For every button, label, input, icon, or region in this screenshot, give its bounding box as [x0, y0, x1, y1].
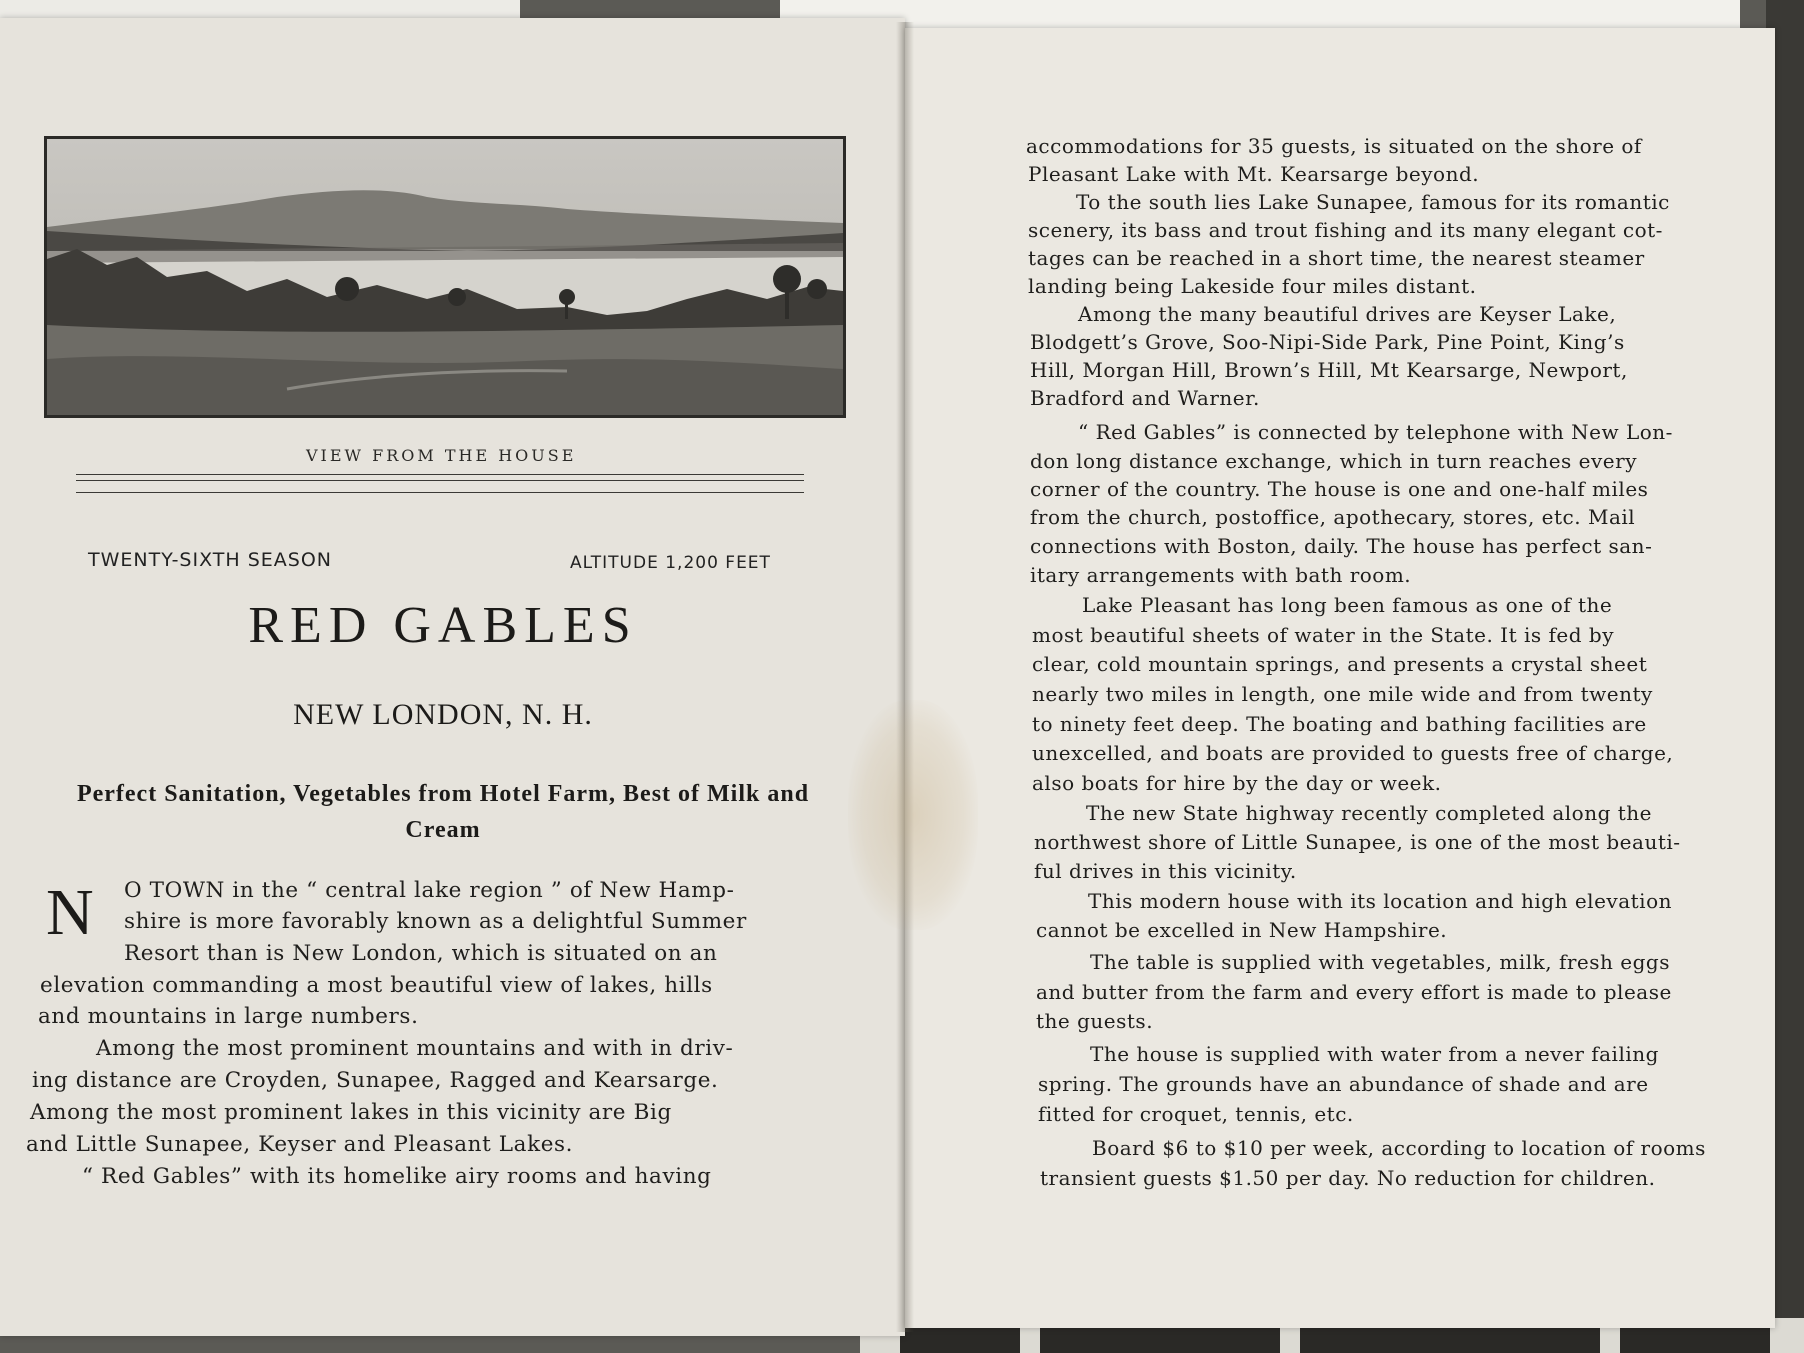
- body-text-line: landing being Lakeside four miles distant.: [1028, 274, 1477, 298]
- photo-caption: VIEW FROM THE HOUSE: [306, 446, 577, 465]
- body-text-line: don long distance exchange, which in turn reaches every: [1030, 449, 1637, 473]
- body-text-line: and mountains in large numbers.: [38, 1004, 419, 1029]
- body-text-line: To the south lies Lake Sunapee, famous for its romantic: [1076, 190, 1670, 214]
- body-text-line: transient guests $1.50 per day. No reduction for children.: [1040, 1166, 1656, 1190]
- altitude-label: ALTITUDE 1,200 FEET: [570, 553, 771, 573]
- body-text-line: unexcelled, and boats are provided to guests free of charge,: [1032, 741, 1674, 765]
- page-fold: [896, 22, 914, 1332]
- body-text-line: also boats for hire by the day or week.: [1032, 771, 1442, 795]
- body-text-line: nearly two miles in length, one mile wide and from twenty: [1032, 682, 1653, 706]
- body-text-line: ing distance are Croyden, Sunapee, Ragged and Kearsarge.: [32, 1068, 719, 1093]
- body-text-line: fitted for croquet, tennis, etc.: [1038, 1102, 1354, 1126]
- body-text-line: shire is more favorably known as a delightful Summer: [124, 909, 747, 934]
- body-text-line: This modern house with its location and high elevation: [1088, 889, 1672, 913]
- location-heading: NEW LONDON, N. H.: [293, 698, 593, 731]
- body-text-line: Among the many beautiful drives are Keyser Lake,: [1078, 302, 1617, 326]
- body-text-line: Board $6 to $10 per week, according to location of rooms: [1092, 1136, 1706, 1160]
- body-text-line: O TOWN in the “ central lake region ” of New Hamp-: [124, 878, 735, 903]
- body-text-line: corner of the country. The house is one and one-half miles: [1030, 477, 1649, 501]
- body-text-line: connections with Boston, daily. The house has perfect san-: [1030, 534, 1653, 558]
- body-text-line: and Little Sunapee, Keyser and Pleasant Lakes.: [26, 1132, 574, 1157]
- body-text-line: Among the most prominent lakes in this vicinity are Big: [30, 1100, 672, 1125]
- body-text-line: “ Red Gables” is connected by telephone with New Lon-: [1078, 420, 1673, 444]
- body-text-line: Blodgett’s Grove, Soo-Nipi-Side Park, Pine Point, King’s: [1030, 330, 1625, 354]
- body-text-line: itary arrangements with bath room.: [1030, 563, 1412, 587]
- body-text-line: from the church, postoffice, apothecary, stores, etc. Mail: [1030, 505, 1636, 529]
- body-text-line: Among the most prominent mountains and with in driv-: [96, 1036, 734, 1061]
- body-text-line: northwest shore of Little Sunapee, is one of the most beauti-: [1034, 830, 1681, 854]
- body-text-line: to ninety feet deep. The boating and bathing facilities are: [1032, 712, 1647, 736]
- divider-rule: [76, 492, 804, 493]
- body-text-line: Bradford and Warner.: [1030, 386, 1260, 410]
- body-text-line: “ Red Gables” with its homelike airy rooms and having: [82, 1164, 712, 1189]
- tagline: Perfect Sanitation, Vegetables from Hotel Farm, Best of Milk and Cream: [76, 781, 810, 843]
- divider-rule: [76, 474, 804, 475]
- body-text-line: scenery, its bass and trout fishing and its many elegant cot-: [1028, 218, 1663, 242]
- body-text-line: The new State highway recently completed along the: [1086, 801, 1652, 825]
- body-text-line: most beautiful sheets of water in the State. It is fed by: [1032, 623, 1614, 647]
- drop-cap: N: [46, 876, 94, 949]
- body-text-line: The table is supplied with vegetables, milk, fresh eggs: [1090, 950, 1670, 974]
- body-text-line: and butter from the farm and every effort is made to please: [1036, 980, 1672, 1004]
- water-stain: [848, 700, 978, 930]
- body-text-line: Pleasant Lake with Mt. Kearsarge beyond.: [1028, 162, 1480, 186]
- body-text-line: spring. The grounds have an abundance of shade and are: [1038, 1072, 1649, 1096]
- landscape-photo: [44, 136, 846, 418]
- divider-rule: [76, 480, 804, 481]
- body-text-line: The house is supplied with water from a never failing: [1090, 1042, 1659, 1066]
- body-text-line: accommodations for 35 guests, is situated on the shore of: [1026, 134, 1642, 158]
- body-text-line: the guests.: [1036, 1009, 1154, 1033]
- body-text-line: elevation commanding a most beautiful view of lakes, hills: [40, 973, 713, 998]
- body-text-line: Lake Pleasant has long been famous as one of the: [1082, 593, 1613, 617]
- document-title: RED GABLES: [248, 597, 638, 654]
- body-text-line: cannot be excelled in New Hampshire.: [1036, 918, 1448, 942]
- body-text-line: ful drives in this vicinity.: [1034, 859, 1297, 883]
- body-text-line: Hill, Morgan Hill, Brown’s Hill, Mt Kearsarge, Newport,: [1030, 358, 1628, 382]
- body-text-line: clear, cold mountain springs, and presents a crystal sheet: [1032, 652, 1648, 676]
- body-text-line: Resort than is New London, which is situated on an: [124, 941, 718, 966]
- body-text-line: tages can be reached in a short time, the nearest steamer: [1028, 246, 1645, 270]
- season-label: TWENTY-SIXTH SEASON: [88, 549, 332, 571]
